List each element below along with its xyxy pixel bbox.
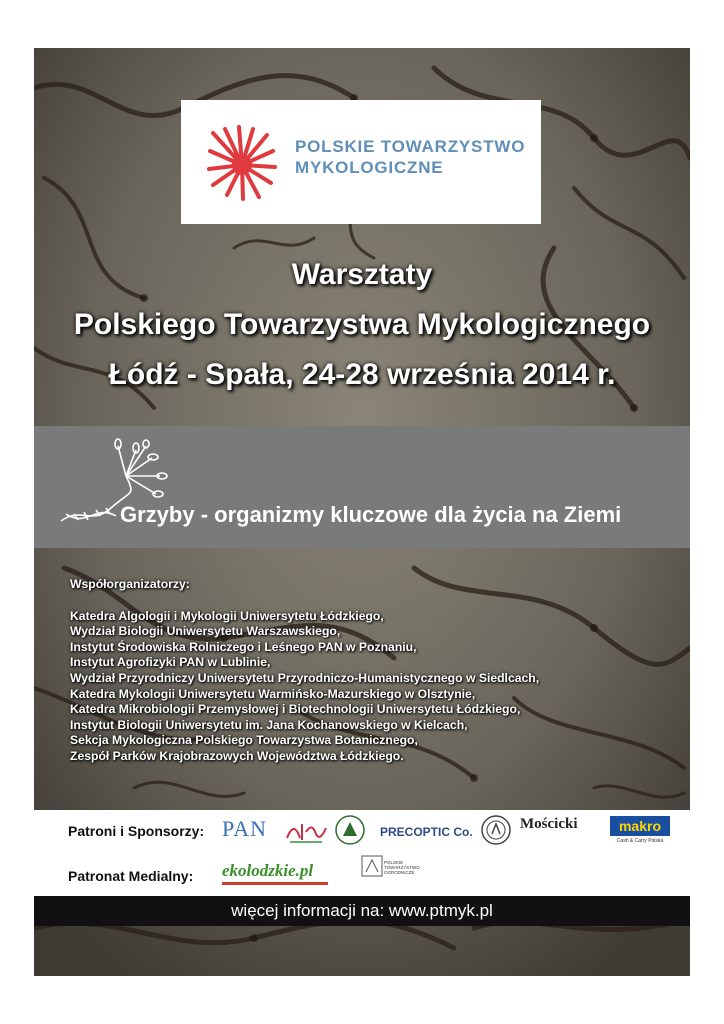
list-item: Instytut Biologii Uniwersytetu im. Jana Kochanowskiego w Kielcach, — [70, 717, 468, 732]
moscicki-logo: Mościcki — [520, 816, 578, 832]
list-item: Wydział Przyrodniczy Uniwersytetu Przyrodniczo-Humanistycznego w Siedlcach, — [70, 670, 540, 685]
society-logo — [181, 100, 541, 224]
lodz-logo-icon — [284, 818, 328, 844]
title-line2: Polskiego Towarzystwa Mykologicznego — [73, 308, 651, 341]
pan-logo: PAN — [222, 816, 267, 841]
list-item: Katedra Mikrobiologii Przemysłowej i Biotechnologii Uniwersytetu Łódzkiego, — [70, 702, 521, 717]
logo-text-line1: POLSKIE TOWARZYSTWO — [295, 137, 526, 156]
title-line1: Warsztaty — [291, 258, 433, 291]
pts-line3: OGRODNICZE — [384, 870, 415, 875]
society-logo-icon — [207, 125, 277, 201]
ekolodzkie-logo: ekolodzkie.pl — [222, 861, 314, 880]
pts-logo-icon — [360, 854, 384, 878]
media-label: Patronat Medialny: — [68, 868, 194, 884]
makro-subtitle: Cash & Carry Polska — [616, 838, 664, 844]
makro-logo: makro — [610, 816, 670, 836]
list-item: Katedra Mykologii Uniwersytetu Warmińsko-Mazurskiego w Olsztynie, — [70, 686, 476, 701]
sponsors-label: Patroni i Sponsorzy: — [68, 823, 205, 839]
list-item: Sekcja Mykologiczna Polskiego Towarzystwa Botanicznego, — [70, 733, 418, 748]
precoptic-logo: PRECOPTIC Co. — [380, 825, 473, 839]
pts-line1: POLSKIE — [384, 860, 404, 865]
list-item: Katedra Algologii i Mykologii Uniwersytetu Łódzkiego, — [70, 608, 384, 623]
ekolodzkie-underline — [222, 882, 328, 885]
list-item: Zespół Parków Krajobrazowych Województwa Łódzkiego. — [70, 748, 404, 763]
theme-text: Grzyby - organizmy kluczowe dla życia na Ziemi — [120, 502, 622, 527]
sponsors-panel — [34, 810, 690, 896]
poster — [34, 48, 690, 976]
university-seal-icon — [480, 814, 512, 846]
logo-text-line2: MYKOLOGICZNE — [295, 158, 444, 177]
list-item: Instytut Środowiska Rolniczego i Leśnego PAN w Poznaniu, — [70, 639, 417, 654]
pts-line2: TOWARZYSTWO — [384, 865, 420, 870]
list-item: Instytut Agrofizyki PAN w Lublinie, — [70, 655, 271, 670]
pts-logo-text — [384, 860, 420, 875]
title-line3: Łódź - Spała, 24-28 września 2014 r. — [108, 358, 616, 391]
coorganizers-list — [70, 577, 539, 765]
theme-band — [34, 426, 690, 548]
list-item: Wydział Biologii Uniwersytetu Warszawskiego, — [70, 624, 341, 639]
footer-info: więcej informacji na: www.ptmyk.pl — [34, 896, 690, 926]
parks-logo-icon — [334, 814, 366, 846]
coorganizers-heading: Współorganizatorzy: — [70, 577, 190, 591]
